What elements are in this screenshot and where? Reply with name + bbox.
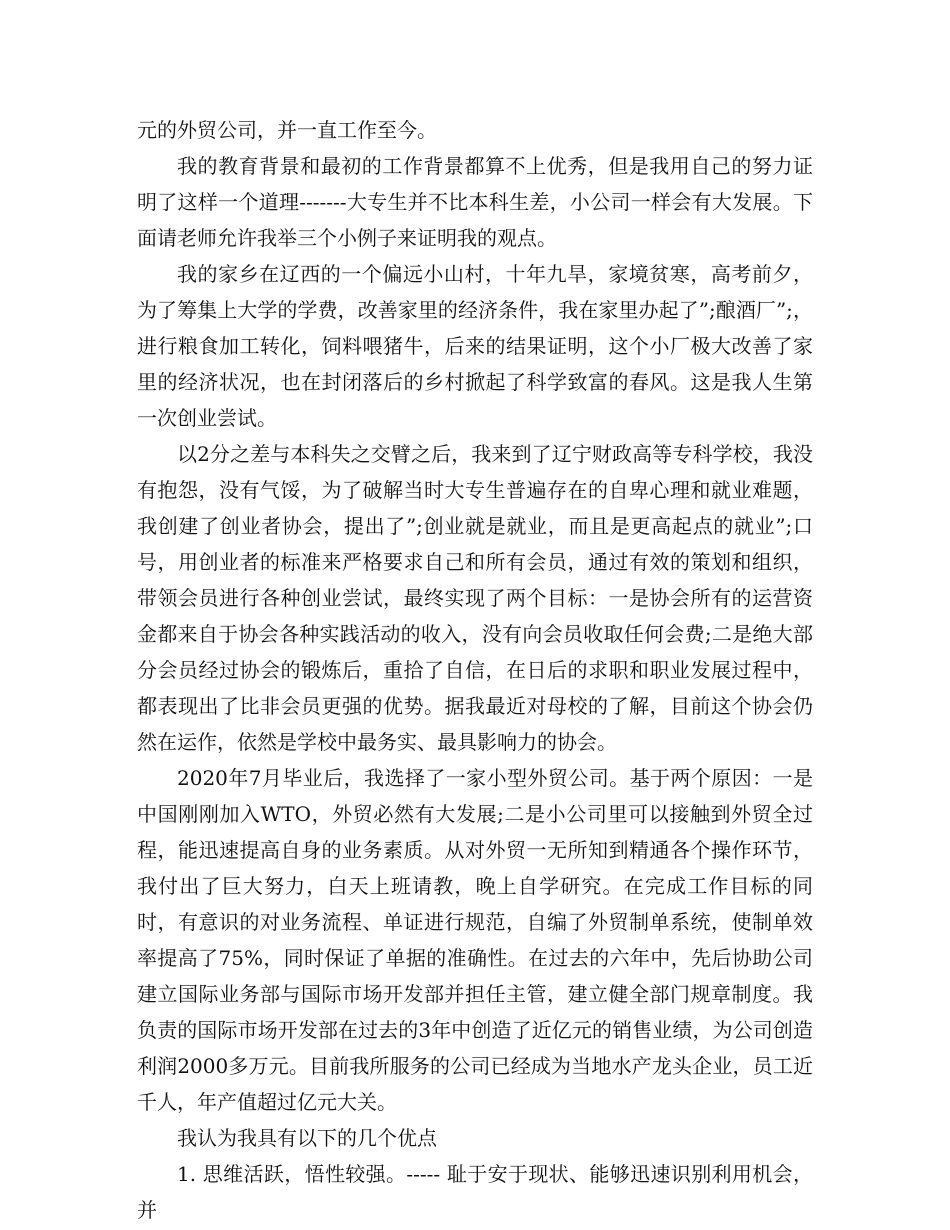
- paragraph-education-background: 我的教育背景和最初的工作背景都算不上优秀，但是我用自己的努力证明了这样一个道理-------大专生并不比本科生差，小公司一样会有大发展。下面请老师允许我举三个小例子来证明我的观点。: [137, 154, 813, 250]
- paragraph-strength-1: 1. 思维活跃，悟性较强。----- 耻于安于现状、能够迅速识别利用机会，并: [137, 1162, 813, 1222]
- paragraph-foreign-trade-career: 2020年7月毕业后，我选择了一家小型外贸公司。基于两个原因：一是中国刚刚加入WTO，外贸必然有大发展;二是小公司里可以接触到外贸全过程，能迅速提高自身的业务素质。从对外贸一无所知到精通各个操作环节，我付出了巨大努力，白天上班请教，晚上自学研究。在完成工作目标的同时，有意识的对业务流程、单证进行规范，自编了外贸制单系统，使制单效率提高了75%，同时保证了单据的准确性。在过去的六年中，先后协助公司建立国际业务部与国际市场开发部并担任主管，建立健全部门规章制度。我负责的国际市场开发部在过去的3年中创造了近亿元的销售业绩，为公司创造利润2000多万元。目前我所服务的公司已经成为当地水产龙头企业，员工近千人，年产值超过亿元大关。: [137, 766, 813, 1114]
- document-body: [137, 112, 813, 1228]
- paragraph-continuation: 元的外贸公司，并一直工作至今。: [137, 118, 437, 142]
- paragraph-strengths-intro: 我认为我具有以下的几个优点: [177, 1126, 437, 1150]
- paragraph-hometown: 我的家乡在辽西的一个偏远小山村，十年九旱，家境贫寒，高考前夕，为了筹集上大学的学费，改善家里的经济条件，我在家里办起了”;酿酒厂”;，进行粮食加工转化，饲料喂猪牛，后来的结果证明，这个小厂极大改善了家里的经济状况，也在封闭落后的乡村掀起了科学致富的春风。这是我人生第一次创业尝试。: [137, 262, 813, 430]
- paragraph-college-association: 以2分之差与本科失之交臂之后，我来到了辽宁财政高等专科学校，我没有抱怨，没有气馁，为了破解当时大专生普遍存在的自卑心理和就业难题，我创建了创业者协会，提出了”;创业就是就业，而且是更高起点的就业”;口号，用创业者的标准来严格要求自己和所有会员，通过有效的策划和组织，带领会员进行各种创业尝试，最终实现了两个目标：一是协会所有的运营资金都来自于协会各种实践活动的收入，没有向会员收取任何会费;二是绝大部分会员经过协会的锻炼后，重拾了自信，在日后的求职和职业发展过程中，都表现出了比非会员更强的优势。据我最近对母校的了解，目前这个协会仍然在运作，依然是学校中最务实、最具影响力的协会。: [137, 442, 813, 754]
